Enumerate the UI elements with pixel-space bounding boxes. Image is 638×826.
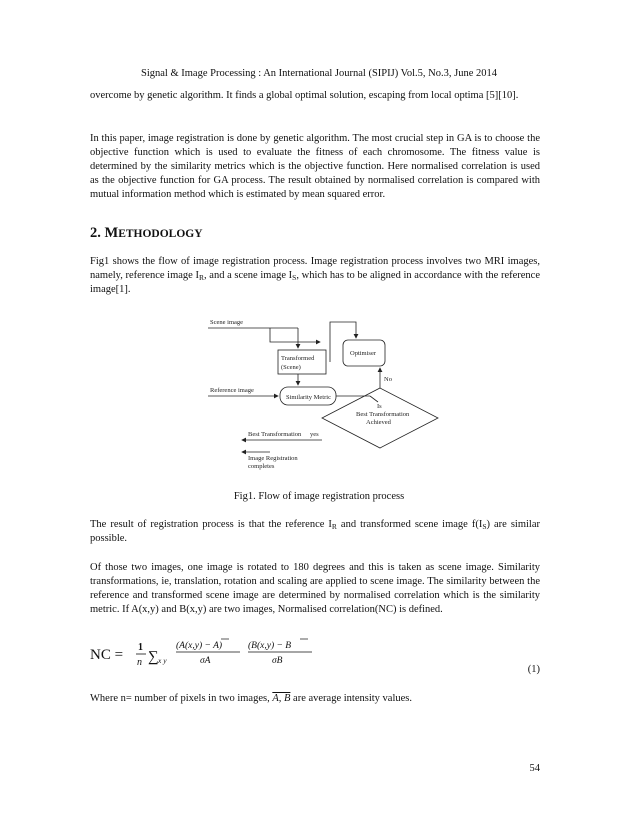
p4-sub-s: S <box>482 522 487 531</box>
paragraph-4 <box>90 518 540 546</box>
label-yes: yes <box>310 431 319 438</box>
label-decision-1: Is <box>377 403 382 410</box>
label-best-transformation: Best Transformation <box>248 431 302 438</box>
eq-one: 1 <box>138 642 143 653</box>
p3-text-c: , which has to be aligned in accordance with the reference image[1]. <box>90 270 540 295</box>
label-transformed-1: Transformed <box>281 355 315 362</box>
paragraph-3 <box>90 255 540 297</box>
p6-vars: A, B <box>272 693 291 704</box>
equation-number: (1) <box>527 664 540 675</box>
label-optimiser: Optimiser <box>350 350 376 357</box>
label-decision-2: Best Transformation <box>356 411 410 418</box>
scene-to-optimiser-line <box>270 328 320 342</box>
label-similarity-metric: Similarity Metric <box>286 394 331 401</box>
flow-diagram <box>180 310 480 485</box>
paragraph-2: In this paper, image registration is done by genetic algorithm. The most crucial step in GA is to choose the objective function which is used to evaluate the fitness of each chromosome. The fitness value is determined by the similarity metrics which is the objective function. Here normalised correlation is used as the objective function for GA process. The result obtained by normalised correlation is compared with mutual information method which is estimated by mean squared error. <box>90 133 540 200</box>
section-first-letter: M <box>104 225 119 241</box>
label-registration-1: Image Registration <box>248 455 298 462</box>
eq-den-b: σB <box>272 656 283 666</box>
p4-text-b: and transformed scene image f(I <box>336 519 483 530</box>
section-number: 2. <box>90 225 101 241</box>
label-decision-3: Achieved <box>366 419 391 426</box>
p3-sub-r: R <box>199 273 205 282</box>
paragraph-6 <box>90 692 540 706</box>
p4-text-a: The result of registration process is that the reference I <box>90 519 332 530</box>
p6-text-a: Where n= number of pixels in two images, <box>90 693 273 704</box>
paragraph-1: overcome by genetic algorithm. It finds a global optimal solution, escaping from local optima [5][10]. <box>90 90 519 101</box>
label-transformed-2: (Scene) <box>281 364 301 371</box>
label-scene-image: Scene image <box>210 319 244 326</box>
label-registration-2: completes <box>248 463 275 470</box>
p4-text-c: ) are similar possible. <box>90 519 540 544</box>
decision-diamond <box>322 388 438 448</box>
eq-den-a: σA <box>200 656 211 666</box>
paragraph-5: Of those two images, one image is rotated to 180 degrees and this is taken as scene image. Similarity transformations, ie, translation, rotation and scaling are applied to scene image. The similarity between the reference and transformed scene image are determined by normalised correlation which is the similarity metric. If A(x,y) and B(x,y) are two images, Normalised correlation(NC) is defined. <box>90 562 540 615</box>
label-no: No <box>384 376 392 383</box>
page-number: 54 <box>529 763 540 774</box>
connector-line <box>370 396 378 402</box>
eq-num-b: (B(x,y) − B <box>248 641 292 651</box>
eq-sum: ∑ <box>148 649 159 665</box>
p4-sub-r: R <box>331 522 337 531</box>
figure-caption: Fig1. Flow of image registration process <box>233 491 405 502</box>
eq-sum-sub: x y <box>158 656 167 665</box>
eq-num-a: (A(x,y) − A) <box>176 641 223 651</box>
p3-sub-s: S <box>292 273 297 282</box>
running-header: Signal & Image Processing : An International Journal (SIPIJ) Vol.5, No.3, June 2014 <box>141 68 497 79</box>
equation-nc <box>90 632 330 674</box>
p3-text-b: , and a scene image I <box>204 270 293 281</box>
p3-text-a: Fig1 shows the flow of image registration process. Image registration process involves two MRI images, namely, reference image I <box>90 256 540 281</box>
section-heading <box>90 225 203 242</box>
label-reference-image: Reference image <box>210 387 254 394</box>
p6-text-b: are average intensity values. <box>290 693 412 704</box>
eq-n: n <box>137 657 142 668</box>
section-rest: ETHODOLOGY <box>118 228 203 240</box>
eq-lhs: NC = <box>90 647 124 663</box>
